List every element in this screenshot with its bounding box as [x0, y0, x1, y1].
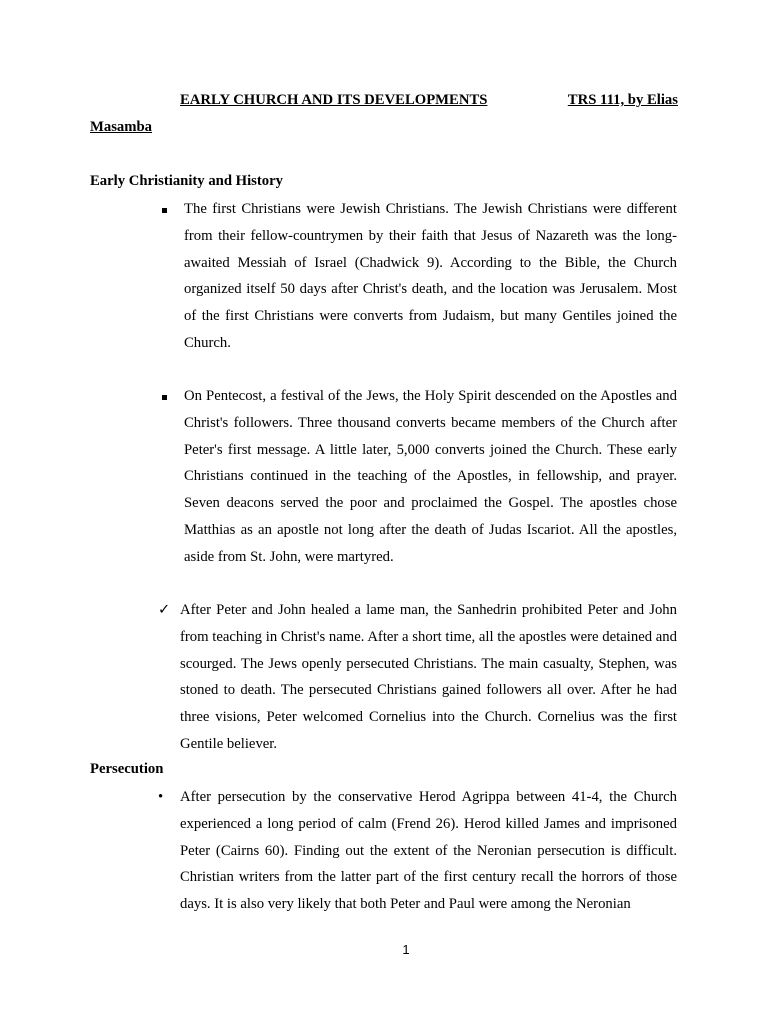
paragraph-sanhedrin: After Peter and John healed a lame man, the Sanhedrin prohibited Peter and John from teaching in Christ's name. After a short time, all the apostles were detained and scourged. The Jews openly persecuted Christians. The main casualty, Stephen, was stoned to death. The persecuted Christians gained followers all over. After he had three visions, Peter welcomed Cornelius into the Church. Cornelius was the first Gentile believer.	[180, 602, 677, 752]
square-bullet-icon	[162, 196, 167, 223]
page-number: 1	[402, 942, 410, 957]
square-bullet-icon	[162, 383, 167, 410]
document-title: EARLY CHURCH AND ITS DEVELOPMENTS	[180, 92, 488, 108]
paragraph-first-christians: The first Christians were Jewish Christians. The Jewish Christians were different from their fellow-countrymen by their faith that Jesus of Nazareth was the long-awaited Messiah of Israel (Chadwick 9). According to the Bible, the Church organized itself 50 days after Christ's death, and the location was Jerusalem. Most of the first Christians were converts from Judaism, but many Gentiles joined the Church.	[184, 201, 677, 351]
checkmark-icon: ✓	[158, 602, 171, 618]
section-heading-early-christianity: Early Christianity and History	[90, 173, 283, 189]
section-heading-persecution: Persecution	[90, 761, 164, 777]
course-author-line: TRS 111, by Elias	[567, 92, 678, 108]
round-bullet-icon: •	[158, 789, 164, 805]
author-name-continued: Masamba	[90, 119, 153, 135]
paragraph-pentecost: On Pentecost, a festival of the Jews, the Holy Spirit descended on the Apostles and Christ's followers. Three thousand converts became members of the Church after Peter's first message. A little later, 5,000 converts joined the Church. These early Christians continued in the teaching of the Apostles, in fellowship, and prayer. Seven deacons served the poor and proclaimed the Gospel. The apostles chose Matthias as an apostle not long after the death of Judas Iscariot. All the apostles, aside from St. John, were martyred.	[184, 388, 677, 565]
paragraph-herod-agrippa: After persecution by the conservative Herod Agrippa between 41-4, the Church experienced a long period of calm (Frend 26). Herod killed James and imprisoned Peter (Cairns 60). Finding out the extent of the Neronian persecution is difficult. Christian writers from the latter part of the first century recall the horrors of those days. It is also very likely that both Peter and Paul were among the Neronian	[180, 789, 677, 913]
document-title-line	[180, 92, 678, 109]
